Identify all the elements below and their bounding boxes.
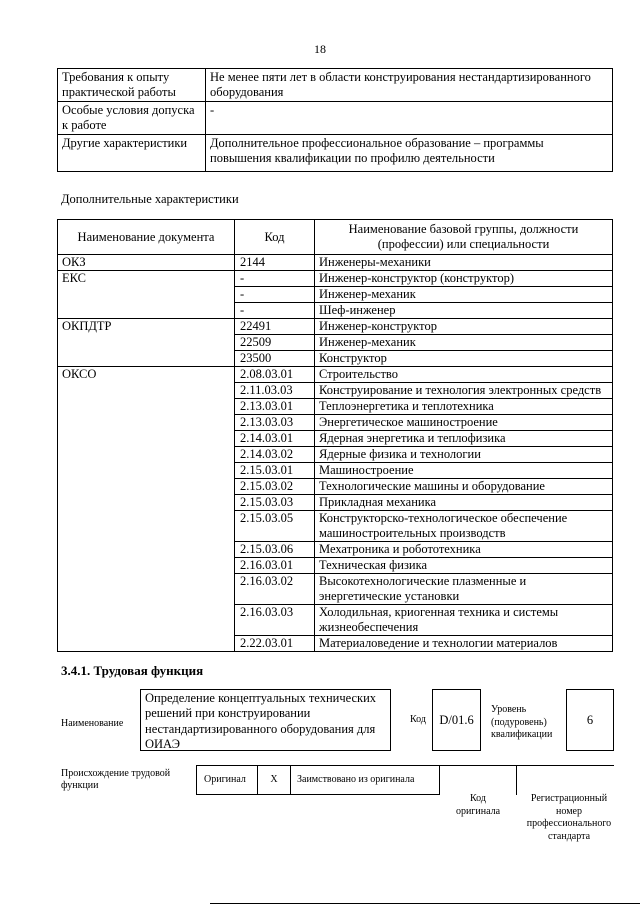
qualification-level-label: Уровень (подуровень) квалификации — [491, 704, 553, 740]
code-cell: 2.13.03.01 — [235, 399, 315, 415]
name-cell: Технологические машины и оборудование — [315, 479, 613, 495]
header-code: Код — [235, 220, 315, 255]
requirement-row — [58, 135, 613, 172]
origin-original-cell: Оригинал — [196, 765, 258, 795]
name-cell: Инженер-механик — [315, 287, 613, 303]
name-cell: Инженер-конструктор — [315, 319, 613, 335]
requirement-value: Дополнительное профессиональное образование – программы повышения квалификации по профилю деятельности — [206, 135, 613, 172]
document-cell: ОКЗ — [58, 255, 235, 271]
qualification-level-value: 6 — [566, 689, 614, 751]
code-cell: 22509 — [235, 335, 315, 351]
header-document: Наименование документа — [58, 220, 235, 255]
code-cell: - — [235, 287, 315, 303]
origin-borrowed-cell: Заимствовано из оригинала — [290, 765, 440, 795]
code-cell: 23500 — [235, 351, 315, 367]
code-cell: 22491 — [235, 319, 315, 335]
table-row — [58, 319, 613, 335]
page-number: 18 — [314, 42, 326, 56]
origin-table — [196, 765, 614, 795]
code-cell: 2.22.03.01 — [235, 636, 315, 652]
code-cell: 2.15.03.02 — [235, 479, 315, 495]
origin-label: Происхождение трудовой функции — [61, 768, 171, 791]
name-cell: Шеф-инженер — [315, 303, 613, 319]
code-cell: 2144 — [235, 255, 315, 271]
code-cell: 2.15.03.03 — [235, 495, 315, 511]
additional-characteristics-table — [57, 219, 613, 652]
function-code-value: D/01.6 — [432, 689, 481, 751]
origin-code-cell — [440, 765, 516, 795]
name-cell: Материаловедение и технологии материалов — [315, 636, 613, 652]
bottom-divider — [210, 903, 640, 904]
additional-characteristics-title: Дополнительные характеристики — [61, 192, 239, 206]
requirement-row — [58, 69, 613, 102]
table-header-row — [58, 220, 613, 255]
name-cell: Техническая физика — [315, 558, 613, 574]
code-cell: 2.15.03.01 — [235, 463, 315, 479]
code-cell: 2.16.03.02 — [235, 574, 315, 605]
requirement-value: Не менее пяти лет в области конструирования нестандартизированного оборудования — [206, 69, 613, 102]
name-cell: Ядерная энергетика и теплофизика — [315, 431, 613, 447]
requirement-label: Особые условия допуска к работе — [58, 102, 206, 135]
table-row — [58, 367, 613, 383]
labor-function-title: 3.4.1. Трудовая функция — [61, 663, 204, 678]
name-cell: Конструктор — [315, 351, 613, 367]
header-name: Наименование базовой группы, должности (профессии) или специальности — [315, 220, 613, 255]
requirement-row — [58, 102, 613, 135]
name-cell: Ядерные физика и технологии — [315, 447, 613, 463]
name-cell: Прикладная механика — [315, 495, 613, 511]
name-cell: Конструирование и технология электронных средств — [315, 383, 613, 399]
code-cell: 2.14.03.02 — [235, 447, 315, 463]
origin-code-caption: Код оригинала — [455, 793, 501, 817]
code-cell: 2.16.03.03 — [235, 605, 315, 636]
function-name-value: Определение концептуальных технических решений при конструировании нестандартизированного оборудования для ОИАЭ — [140, 689, 391, 751]
code-cell: - — [235, 271, 315, 287]
function-code-label: Код — [410, 714, 426, 725]
requirement-label: Требования к опыту практической работы — [58, 69, 206, 102]
table-row — [58, 271, 613, 287]
code-cell: 2.13.03.03 — [235, 415, 315, 431]
code-cell: 2.15.03.06 — [235, 542, 315, 558]
code-cell: 2.16.03.01 — [235, 558, 315, 574]
name-cell: Мехатроника и робототехника — [315, 542, 613, 558]
document-cell: ЕКС — [58, 271, 235, 319]
name-cell: Холодильная, криогенная техника и системы жизнеобеспечения — [315, 605, 613, 636]
code-cell: - — [235, 303, 315, 319]
name-cell: Конструкторско-технологическое обеспечение машиностроительных производств — [315, 511, 613, 542]
origin-mark-cell: X — [258, 765, 290, 795]
name-cell: Инженер-конструктор (конструктор) — [315, 271, 613, 287]
code-cell: 2.08.03.01 — [235, 367, 315, 383]
code-cell: 2.14.03.01 — [235, 431, 315, 447]
table-row — [58, 255, 613, 271]
name-cell: Теплоэнергетика и теплотехника — [315, 399, 613, 415]
code-cell: 2.11.03.03 — [235, 383, 315, 399]
origin-reg-cell — [516, 765, 614, 795]
requirement-value: - — [206, 102, 613, 135]
name-cell: Строительство — [315, 367, 613, 383]
requirements-table — [57, 68, 613, 172]
name-cell: Инженер-механик — [315, 335, 613, 351]
requirement-label: Другие характеристики — [58, 135, 206, 172]
name-cell: Высокотехнологические плазменные и энергетические установки — [315, 574, 613, 605]
document-cell: ОКПДТР — [58, 319, 235, 367]
name-cell: Инженеры-механики — [315, 255, 613, 271]
name-cell: Машиностроение — [315, 463, 613, 479]
document-cell: ОКСО — [58, 367, 235, 652]
function-name-label: Наименование — [61, 718, 124, 729]
code-cell: 2.15.03.05 — [235, 511, 315, 542]
origin-reg-caption: Регистрационный номер профессионального стандарта — [526, 793, 612, 842]
name-cell: Энергетическое машиностроение — [315, 415, 613, 431]
